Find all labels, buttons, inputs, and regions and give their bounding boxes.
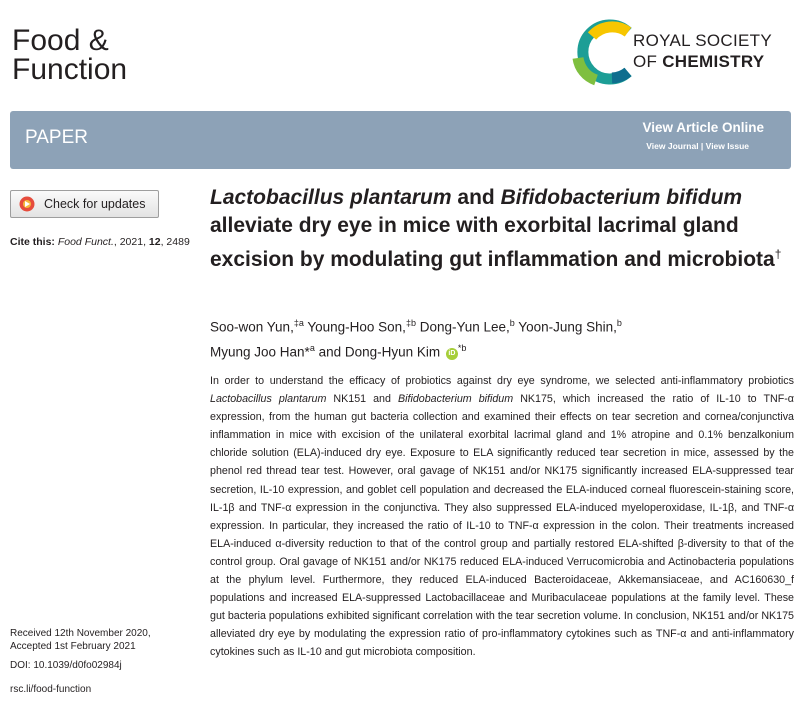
cite-prefix: Cite this:	[10, 236, 58, 248]
title-rest: alleviate dry eye in mice with exorbital lacrimal gland excision by modulating gut inflammation and microbiota	[210, 214, 775, 271]
orcid-icon[interactable]: iD	[446, 348, 458, 360]
cite-journal: Food Funct.	[57, 236, 114, 248]
abstract-part-2: NK151 and	[326, 393, 398, 406]
publisher-name	[633, 30, 772, 72]
title-species-1: Lactobacillus plantarum	[210, 186, 452, 209]
journal-title	[12, 26, 127, 84]
article-dates	[10, 627, 151, 653]
author-3[interactable]: Dong-Yun Lee,	[415, 319, 510, 335]
abstract-species-2: Bifidobacterium bifidum	[398, 393, 514, 406]
author-4-affil: b	[616, 318, 622, 328]
cite-volume: 12	[148, 236, 161, 248]
journal-title-line2: Function	[12, 53, 128, 86]
author-4[interactable]: Yoon-Jung Shin,	[514, 319, 617, 335]
cite-year: , 2021,	[113, 236, 149, 248]
view-article-online-link[interactable]: View Article Online	[642, 120, 764, 135]
author-2-affil: ‡b	[405, 318, 416, 328]
article-title	[210, 184, 795, 274]
cite-pages: , 2489	[160, 236, 190, 248]
author-list	[210, 313, 795, 362]
paper-type-label: PAPER	[25, 127, 89, 148]
author-1-affil: ‡a	[293, 318, 304, 328]
author-5-affil: a	[309, 342, 315, 353]
abstract-part-3: NK175, which increased the ratio of IL-10 to TNF-α expression, from the human gut bacteria collection and examined their effects on tear secretion and cornea/conjunctiva inflammation in mice with excision of the unilateral exorbital lacrimal gland and 1% atropine and 0.1% benzalkonium chloride solution (ELA)-induced dry eye. Exposure to ELA significantly reduced tear secretion in mice, assessed by the phenol red thread tear test. However, oral gavage of NK151 and/or NK175 significantly increased ELA-suppressed tear secretion, IL-10 expression, and goblet cell population and decreased the ELA-induced corneal fluorescein-staining score, IL-1β and TNF-α expression in the conjunctiva. They also suppressed ELA-induced myeloperoxidase, IL-1β, and TNF-α expression. In particular, they increased the ratio of IL-10 to TNF-α expression in the colon. Their treatments increased ELA-induced α-diversity reduction to that of the control group and partially restored ELA-shifted β-diversity to that of the control group. Oral gavage of NK151 and/or NK175 reduced ELA-induced Verrucomicrobia and Actinobacteria populations at the phylum level. Furthermore, they reduced ELA-induced Bacteroidaceae, Akkemansiaceae, and AC160630_f populations and increased ELA-suppressed Lactobacillaceae and Muribaculaceae populations at the family level. These gut bacteria populations exhibited significant correlation with the tear secretion volume. In conclusion, NK151 and/or NK175 alleviated dry eye by modulating the expression ratio of pro-inflammatory cytokines such as TNF-α and anti-inflammatory cytokines such as IL-10 and gut microbiota composition.	[210, 393, 794, 659]
check-for-updates-label: Check for updates	[44, 197, 146, 211]
journal-title-line1: Food &	[12, 24, 109, 57]
title-dagger[interactable]: †	[774, 247, 782, 261]
received-date: Received 12th November 2020,	[10, 628, 151, 639]
doi[interactable]: DOI: 10.1039/d0fo02984j	[10, 660, 122, 671]
view-issue-link[interactable]: View Issue	[705, 141, 749, 151]
author-5[interactable]: Myung Joo Han*	[210, 344, 310, 359]
publisher-line2-prefix: OF	[633, 52, 663, 71]
author-2[interactable]: Young-Hoo Son,	[303, 319, 406, 335]
author-6[interactable]: and Dong-Hyun Kim	[314, 344, 444, 359]
check-for-updates-button[interactable]	[10, 190, 159, 218]
publisher-line1: ROYAL SOCIETY	[633, 31, 772, 50]
abstract	[210, 372, 794, 662]
view-journal-link[interactable]: View Journal	[646, 141, 699, 151]
abstract-species-1: Lactobacillus plantarum	[210, 393, 327, 406]
banner-links	[646, 141, 749, 151]
check-updates-icon	[19, 196, 35, 212]
citation	[10, 236, 190, 248]
author-1[interactable]: Soo-won Yun,	[210, 319, 294, 335]
author-6-affil: *b	[457, 342, 467, 353]
author-3-affil: b	[509, 318, 515, 328]
title-and: and	[451, 186, 501, 209]
banner-separator: |	[698, 141, 706, 151]
article-type-banner	[10, 111, 791, 169]
abstract-part-1: In order to understand the efficacy of probiotics against dry eye syndrome, we selected anti-inflammatory probiotics	[210, 375, 794, 387]
accepted-date: Accepted 1st February 2021	[10, 641, 136, 652]
publisher-line2-bold: CHEMISTRY	[662, 52, 765, 71]
rsc-journal-link[interactable]: rsc.li/food-function	[10, 684, 92, 695]
title-species-2: Bifidobacterium bifidum	[500, 186, 743, 209]
